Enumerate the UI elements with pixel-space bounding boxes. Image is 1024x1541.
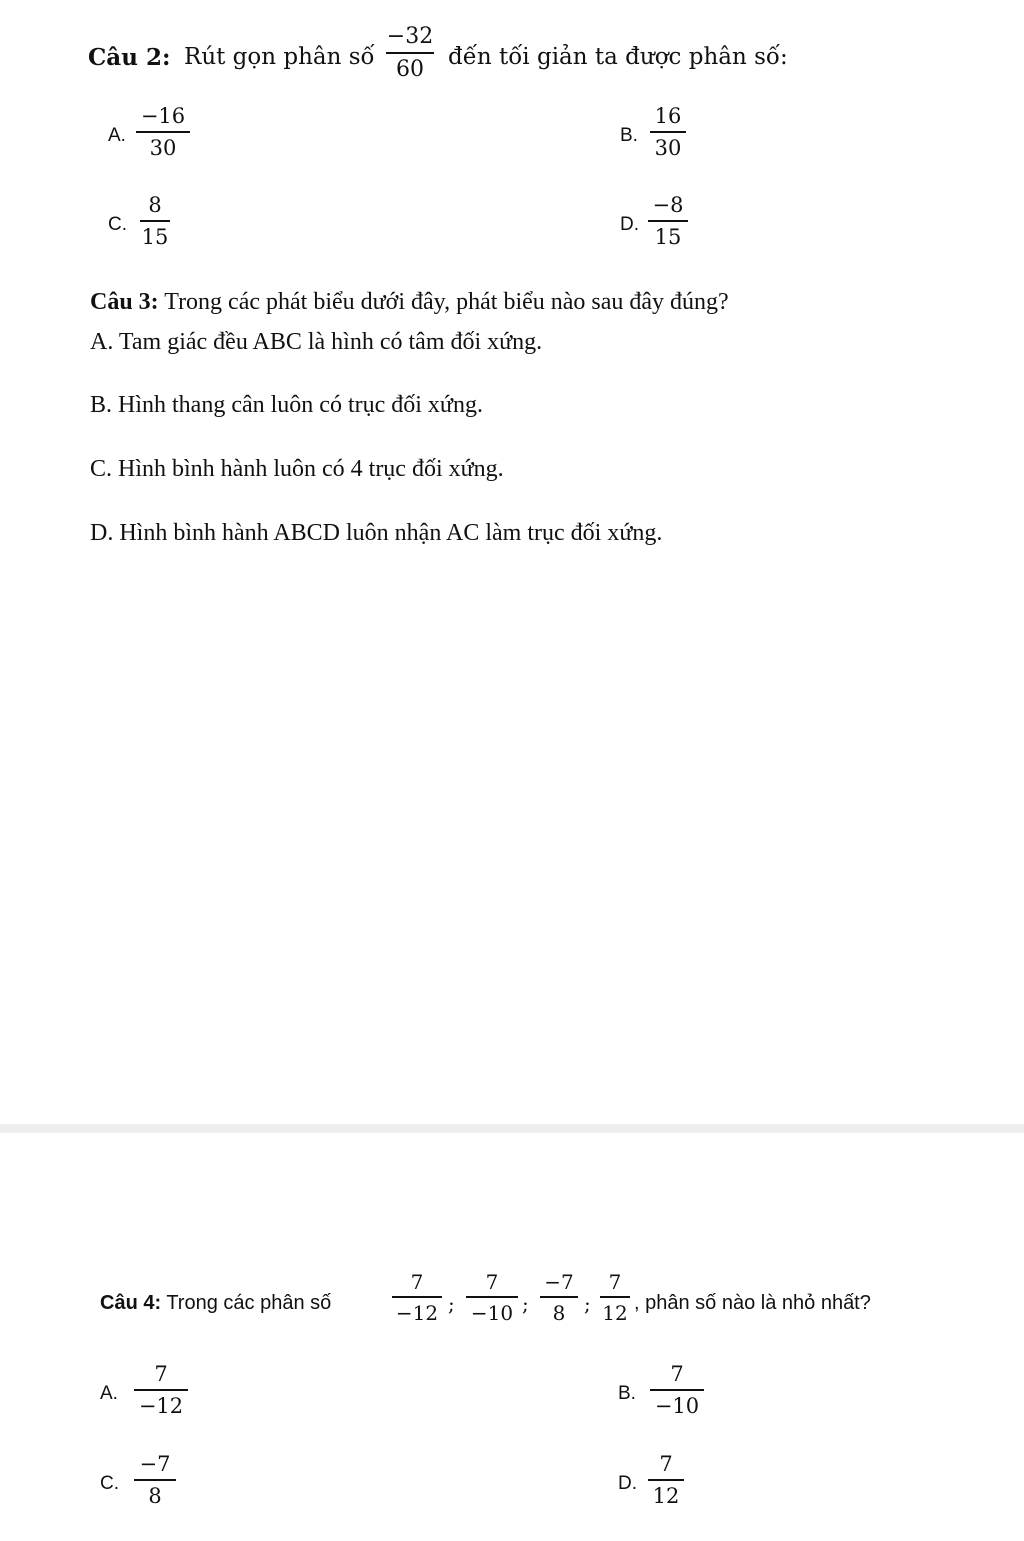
fraction-denominator: −12 — [395, 1301, 439, 1325]
fraction-separator: ; — [522, 1292, 529, 1316]
fraction-bar — [648, 220, 688, 222]
fraction-bar — [134, 1479, 176, 1481]
fraction-denominator: 30 — [654, 136, 682, 160]
fraction-bar — [650, 1389, 704, 1391]
fraction-numerator: 7 — [608, 1270, 622, 1294]
fraction-bar — [466, 1296, 518, 1298]
fraction-denominator: 60 — [396, 57, 424, 82]
fraction-numerator: −8 — [652, 193, 684, 217]
fraction-numerator: −32 — [386, 24, 434, 49]
fraction-numerator: 7 — [154, 1362, 168, 1386]
fraction-bar — [540, 1296, 578, 1298]
fraction-bar — [392, 1296, 442, 1298]
q2-option-a-letter: A. — [108, 125, 126, 146]
q4-option-d-fraction[interactable] — [648, 1454, 684, 1507]
q4-fraction-4 — [600, 1272, 630, 1323]
fraction-denominator: −10 — [654, 1394, 700, 1418]
fraction-denominator: −12 — [138, 1394, 184, 1418]
q4-option-d-letter: D. — [618, 1473, 637, 1494]
fraction-denominator: 12 — [602, 1301, 628, 1325]
fraction-bar — [648, 1479, 684, 1481]
question-4-label: Câu 4: — [100, 1292, 162, 1314]
q3-option-d[interactable]: D. Hình bình hành ABCD luôn nhận AC làm trục đối xứng. — [90, 520, 663, 546]
q2-option-a-fraction[interactable] — [136, 106, 190, 159]
question-2-text-after: đến tối giản ta được phân số: — [448, 44, 788, 70]
fraction-denominator: 12 — [652, 1484, 680, 1508]
question-3-text: Trong các phát biểu dưới đây, phát biểu nào sau đây đúng? — [164, 289, 729, 315]
question-4-prompt — [100, 1292, 331, 1315]
fraction-bar — [134, 1389, 188, 1391]
q4-option-b-letter: B. — [618, 1383, 636, 1404]
q4-fraction-1 — [392, 1272, 442, 1323]
q4-fraction-2 — [466, 1272, 518, 1323]
fraction-denominator: −10 — [470, 1301, 514, 1325]
fraction-numerator: 8 — [148, 193, 162, 217]
fraction-denominator: 15 — [141, 225, 169, 249]
q3-option-c[interactable]: C. Hình bình hành luôn có 4 trục đối xứng. — [90, 456, 504, 482]
q2-option-d-fraction[interactable] — [648, 195, 688, 248]
question-3-prompt — [90, 290, 729, 314]
fraction-numerator: −7 — [139, 1452, 171, 1476]
q3-option-b[interactable]: B. Hình thang cân luôn có trục đối xứng. — [90, 392, 483, 418]
fraction-bar — [136, 131, 190, 133]
q2-option-d-letter: D. — [620, 214, 639, 235]
fraction-denominator: 30 — [149, 136, 177, 160]
q4-option-a-fraction[interactable] — [134, 1364, 188, 1417]
q4-fraction-3 — [540, 1272, 578, 1323]
fraction-numerator: 7 — [485, 1270, 499, 1294]
fraction-bar — [600, 1296, 630, 1298]
fraction-numerator: −16 — [140, 104, 186, 128]
fraction-bar — [140, 220, 170, 222]
question-4-text-after: , phân số nào là nhỏ nhất? — [634, 1292, 871, 1314]
section-divider — [0, 1124, 1024, 1133]
fraction-denominator: 15 — [654, 225, 682, 249]
q2-option-c-fraction[interactable] — [140, 195, 170, 248]
fraction-denominator: 8 — [148, 1484, 162, 1508]
q2-option-b-fraction[interactable] — [650, 106, 686, 159]
q3-option-a[interactable]: A. Tam giác đều ABC là hình có tâm đối xứng. — [90, 329, 543, 355]
fraction-numerator: 16 — [654, 104, 682, 128]
question-3-label: Câu 3: — [90, 289, 159, 315]
q4-option-c-fraction[interactable] — [134, 1454, 176, 1507]
q4-option-a-letter: A. — [100, 1383, 118, 1404]
fraction-numerator: 7 — [670, 1362, 684, 1386]
q4-option-c-letter: C. — [100, 1473, 119, 1494]
question-2-text-before: Rút gọn phân số — [184, 44, 375, 70]
q4-option-b-fraction[interactable] — [650, 1364, 704, 1417]
fraction-numerator: 7 — [410, 1270, 424, 1294]
question-2-fraction — [386, 26, 434, 81]
fraction-separator: ; — [448, 1292, 455, 1316]
fraction-bar — [650, 131, 686, 133]
question-4-text-before: Trong các phân số — [166, 1292, 332, 1314]
q2-option-c-letter: C. — [108, 214, 127, 235]
fraction-denominator: 8 — [552, 1301, 566, 1325]
fraction-separator: ; — [584, 1292, 591, 1316]
fraction-numerator: 7 — [659, 1452, 673, 1476]
q2-option-b-letter: B. — [620, 125, 638, 146]
fraction-bar — [386, 52, 434, 54]
fraction-numerator: −7 — [544, 1270, 574, 1294]
question-2-label: Câu 2: — [88, 44, 171, 71]
